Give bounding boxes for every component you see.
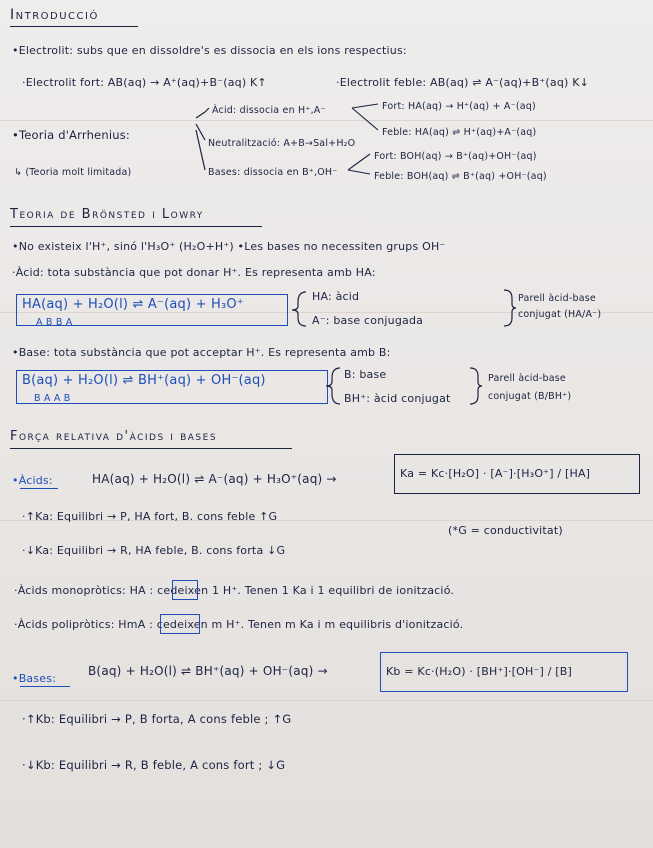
conductivitat-note: (*G = conductivitat) bbox=[448, 524, 563, 537]
electrolit-definition: •Electrolit: subs que en dissoldre's es dissocia en els ions respectius: bbox=[12, 44, 407, 57]
b-base-label: B: base bbox=[344, 368, 387, 381]
acid-definition: ·Àcid: tota substància que pot donar H⁺. Es representa amb HA: bbox=[12, 266, 376, 279]
arrhenius-feble-base: Feble: BOH(aq) ⇌ B⁺(aq) +OH⁻(aq) bbox=[374, 171, 547, 182]
base-equation: B(aq) + H₂O(l) ⇌ BH⁺(aq) + OH⁻(aq) bbox=[22, 373, 266, 388]
arrhenius-feble-acid: Feble: HA(aq) ⇌ H⁺(aq)+A⁻(aq) bbox=[382, 127, 537, 138]
conjugat-b-bh: conjugat (B/BH⁺) bbox=[488, 391, 572, 402]
arrhenius-note: ↳ (Teoria molt limitada) bbox=[14, 167, 132, 178]
ka-increase: ·↑Ka: Equilibri → P, HA fort, B. cons feble ↑G bbox=[22, 510, 278, 523]
electrolit-feble: ·Electrolit feble: AB(aq) ⇌ A⁻(aq)+B⁺(aq) K↓ bbox=[336, 76, 590, 89]
ha-box bbox=[172, 580, 198, 600]
poliprotics-line: ·Àcids polipròtics: HmA : cedeixen m H⁺. Tenen m Ka i m equilibris d'ionització. bbox=[14, 618, 464, 631]
base-braces bbox=[0, 0, 653, 420]
acid-equation: HA(aq) + H₂O(l) ⇌ A⁻(aq) + H₃O⁺ bbox=[22, 297, 244, 312]
bases-equation: B(aq) + H₂O(l) ⇌ BH⁺(aq) + OH⁻(aq) → bbox=[88, 664, 328, 678]
hma-box bbox=[160, 614, 200, 634]
acids-underline bbox=[20, 488, 58, 489]
a-base-conjugada-label: A⁻: base conjugada bbox=[312, 314, 424, 327]
section-title-bronsted: Teoria de Brönsted i Lowry bbox=[10, 207, 204, 222]
arrhenius-base: Bases: dissocia en B⁺,OH⁻ bbox=[208, 167, 338, 178]
arrhenius-fort-base: Fort: BOH(aq) → B⁺(aq)+OH⁻(aq) bbox=[374, 151, 537, 162]
arrhenius-label: •Teoria d'Arrhenius: bbox=[12, 128, 130, 142]
arrhenius-neutralitzacio: Neutralització: A+B→Sal+H₂O bbox=[208, 138, 356, 149]
section-title-forca: Força relativa d'àcids i bases bbox=[10, 429, 218, 444]
ka-decrease: ·↓Ka: Equilibri → R, HA feble, B. cons forta ↓G bbox=[22, 544, 286, 557]
acids-equation: HA(aq) + H₂O(l) ⇌ A⁻(aq) + H₃O⁺(aq) → bbox=[92, 472, 337, 486]
ha-acid-label: HA: àcid bbox=[312, 290, 360, 303]
acids-label: •Àcids: bbox=[12, 474, 53, 487]
base-definition: •Base: tota substància que pot acceptar H⁺. Es representa amb B: bbox=[12, 346, 391, 359]
bases-label: •Bases: bbox=[12, 672, 57, 685]
monoprotics-line: ·Àcids monopròtics: HA : cedeixen 1 H⁺. Tenen 1 Ka i 1 equilibri de ionització. bbox=[14, 584, 455, 597]
arrhenius-fort-acid: Fort: HA(aq) → H⁺(aq) + A⁻(aq) bbox=[382, 101, 536, 112]
bases-underline bbox=[20, 686, 70, 687]
parell-acid-base-1: Parell àcid-base bbox=[518, 293, 596, 304]
electrolit-fort: ·Electrolit fort: AB(aq) → A⁺(aq)+B⁻(aq) K↑ bbox=[22, 76, 267, 89]
bh-acid-conjugat-label: BH⁺: àcid conjugat bbox=[344, 392, 451, 405]
kb-increase: ·↑Kb: Equilibri → P, B forta, A cons feble ; ↑G bbox=[22, 712, 292, 726]
acid-equation-roles: A B B A bbox=[36, 317, 73, 328]
forca-underline bbox=[10, 448, 292, 449]
kb-decrease: ·↓Kb: Equilibri → R, B feble, A cons fort ; ↓G bbox=[22, 758, 286, 772]
kb-formula: Kb = Kc·(H₂O) · [BH⁺]·[OH⁻] / [B] bbox=[386, 665, 573, 678]
section-title-introduccio: Introducció bbox=[10, 7, 99, 23]
ka-formula: Ka = Kc·[H₂O] · [A⁻]·[H₃O⁺] / [HA] bbox=[400, 467, 591, 480]
parell-acid-base-2: Parell àcid-base bbox=[488, 373, 566, 384]
base-equation-roles: B A A B bbox=[34, 393, 71, 404]
no-existeix-h: •No existeix l'H⁺, sinó l'H₃O⁺ (H₂O+H⁺) •Les bases no necessiten grups OH⁻ bbox=[12, 240, 446, 253]
arrhenius-acid: Àcid: dissocia en H⁺,A⁻ bbox=[212, 105, 326, 116]
conjugat-ha-a: conjugat (HA/A⁻) bbox=[518, 309, 602, 320]
